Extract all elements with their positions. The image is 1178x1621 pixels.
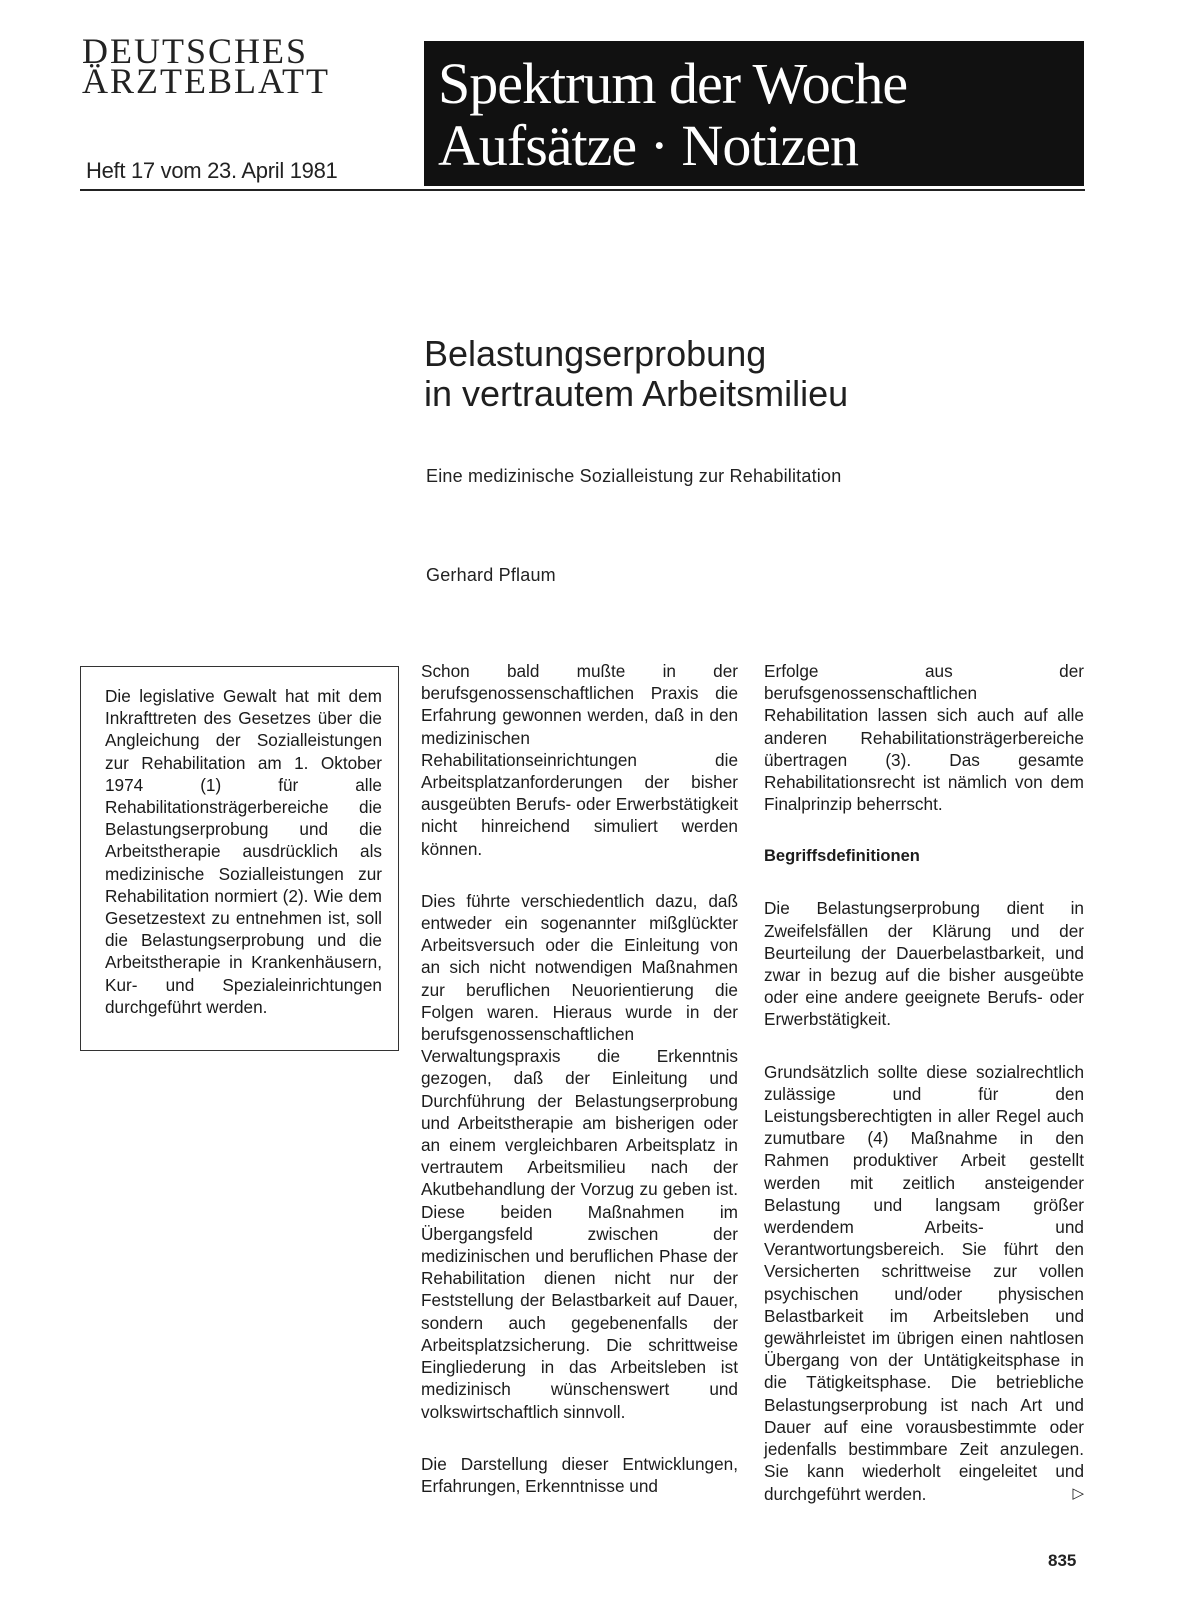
text-column-right [764,660,1084,1505]
abstract-text: Die legislative Gewalt hat mit dem Inkrafttreten des Gesetzes über die Angleichung der Sozialleistungen zur Rehabilitation am 1. Oktober 1974 (1) für alle Rehabilitationsträgerbereiche die Belastungserprobung und die Arbeitstherapie ausdrücklich als medizinische Sozialleistungen zur Rehabilitation normiert (2). Wie dem Gesetzestext zu entnehmen ist, soll die Belastungserprobung und die Arbeitstherapie in Krankenhäusern, Kur- und Spezialeinrichtungen durchgeführt werden. [105,686,382,1017]
paragraph: Erfolge aus der berufsgenossenschaftlichen Rehabilitation lassen sich auch auf alle anderen Rehabilitationsträgerbereiche übertragen (3). Das gesamte Rehabilitationsrecht ist nämlich von dem Finalprinzip beherrscht. [764,661,1084,815]
masthead-divider [80,189,1085,191]
article-title [424,334,1084,414]
abstract-box [80,666,399,1051]
section-title-line-2: Aufsätze · Notizen [438,113,859,178]
paragraph: Schon bald mußte in der berufsgenossenschaftlichen Praxis die Erfahrung gewonnen werden, daß in den medizinischen Rehabilitationseinrichtungen die Arbeitsplatzanforderungen der bisher ausgeübten Berufs- oder Erwerbstätigkeit nicht hinreichend simuliert werden können. [421,661,738,859]
journal-logo [82,31,402,101]
issue-info: Heft 17 vom 23. April 1981 [86,158,338,183]
article-title-line-2: in vertrautem Arbeitsmilieu [424,373,849,414]
section-heading: Begriffsdefinitionen [764,847,920,866]
article-title-line-1: Belastungserprobung [424,333,767,374]
text-column-middle [421,660,738,1527]
logo-line-2: ÄRZTEBLATT [82,61,330,101]
article-author: Gerhard Pflaum [426,565,556,585]
paragraph: Die Belastungserprobung dient in Zweifelsfällen der Klärung und der Beurteilung der Dauerbelastbarkeit, und zwar in bezug auf die bisher ausgeübte oder eine andere geeignete Berufs- oder Erwerbstätigkeit. [764,898,1084,1030]
paragraph-text: Grundsätzlich sollte diese sozialrechtlich zulässige und für den Leistungsberechtigten in aller Regel auch zumutbare (4) Maßnahme in den Rahmen produktiver Arbeit gestellt werden mit zeitlich ansteigender Belastung und langsam größer werdendem Arbeits- und Verantwortungsbereich. Sie führt den Versicherten schrittweise zur vollen psychischen und/oder physischen Belastbarkeit im Arbeitsleben und gewährleistet im übrigen einen nahtlosen Übergang von der Untätigkeitsphase in die Tätigkeitsphase. Die betriebliche Belastungserprobung ist nach Art und Dauer auf eine vorausbestimmte oder jedenfalls bestimmbare Zeit anzulegen. Sie kann wiederholt eingeleitet und durchgeführt werden. [764,1061,1084,1504]
logo-line-1: DEUTSCHES [82,31,309,71]
article-subtitle: Eine medizinische Sozialleistung zur Rehabilitation [426,466,842,486]
continue-arrow-icon: ▷ [1072,1484,1084,1502]
paragraph: Dies führte verschiedentlich dazu, daß entweder ein sogenannter mißglückter Arbeitsversuch oder die Einleitung von an sich nicht notwendigen Maßnahmen zur beruflichen Neuorientierung die Folgen waren. Hieraus wurde in der berufsgenossenschaftlichen Verwaltungspraxis die Erkenntnis gezogen, daß der Einleitung und Durchführung der Belastungserprobung und Arbeitstherapie am bisherigen oder an einem vergleichbaren Arbeitsplatz in vertrautem Arbeitsmilieu nach der Akutbehandlung der Vorzug zu geben ist. Diese beiden Maßnahmen im Übergangsfeld zwischen der medizinischen und beruflichen Phase der Rehabilitation dienen nicht nur der Feststellung der Belastbarkeit auf Dauer, sondern auch gegebenenfalls der Arbeitsplatzsicherung. Die schrittweise Eingliederung in das Arbeitsleben ist medizinisch wünschenswert und volkswirtschaftlich sinnvoll. [421,890,738,1422]
page-number: 835 [1048,1551,1077,1570]
section-banner [424,41,1084,186]
paragraph [764,1061,1084,1505]
section-title-line-1: Spektrum der Woche [438,51,908,116]
paragraph: Die Darstellung dieser Entwicklungen, Erfahrungen, Erkenntnisse und [421,1453,738,1496]
